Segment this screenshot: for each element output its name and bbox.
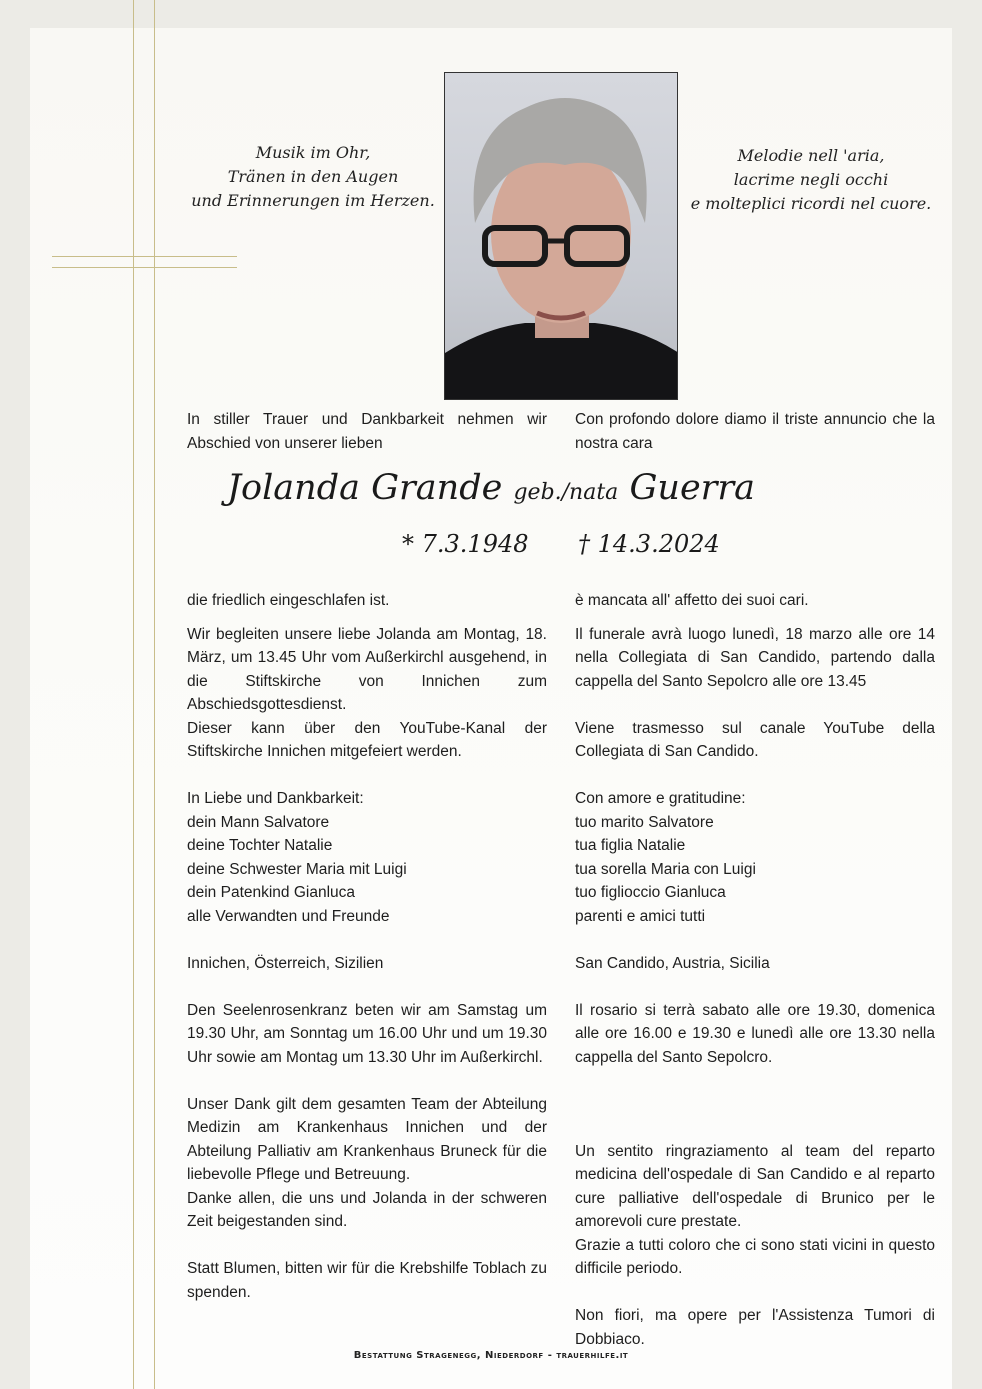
portrait-photo — [444, 72, 678, 400]
portrait-illustration — [445, 73, 678, 400]
death-date: † 14.3.2024 — [578, 530, 720, 558]
poem-it-line: Melodie nell 'aria, — [737, 146, 885, 165]
poem-it-line: e molteplici ricordi nel cuore. — [690, 194, 932, 213]
poem-de-line: Tränen in den Augen — [227, 167, 399, 186]
it-line: tua sorella Maria con Luigi — [575, 860, 756, 878]
de-line: dein Mann Salvatore — [187, 813, 330, 831]
footer-funeral-home: Bestattung Stragenegg, Niederdorf - trauerhilfe.it — [353, 1350, 629, 1361]
birth-date: * 7.3.1948 — [402, 530, 529, 558]
it-paragraph: Grazie a tutti coloro che ci sono stati vicini in questo difficile periodo. — [575, 1236, 935, 1277]
de-paragraph: Den Seelenrosenkranz beten wir am Samstag um 19.30 Uhr, am Sonntag um 16.00 Uhr und um 19.30 Uhr sowie am Montag um 13.30 Uhr im Außerkirchl. — [187, 1001, 547, 1066]
it-paragraph: Viene trasmesso sul canale YouTube della Collegiata di San Candido. — [575, 719, 935, 760]
name-first: Jolanda Grande — [227, 468, 503, 508]
intro-it-text: Con profondo dolore diamo il triste annuncio che la nostra cara — [575, 411, 935, 452]
poem-it-line: lacrime negli occhi — [733, 170, 889, 189]
de-line: In Liebe und Dankbarkeit: — [187, 790, 364, 807]
it-paragraph: Non fiori, ma opere per l'Assistenza Tumori di Dobbiaco. — [575, 1307, 935, 1348]
poem-de-line: und Erinnerungen im Herzen. — [191, 191, 435, 210]
intro-italian — [575, 408, 935, 455]
it-places: San Candido, Austria, Sicilia — [575, 954, 770, 972]
de-line: deine Tochter Natalie — [187, 837, 333, 854]
de-line: alle Verwandten und Freunde — [187, 907, 390, 925]
it-line: parenti e amici tutti — [575, 907, 706, 925]
column-italian — [575, 589, 935, 1351]
de-paragraph: Dieser kann über den YouTube-Kanal der Stiftskirche Innichen mitgefeiert werden. — [187, 719, 547, 760]
de-paragraph: Wir begleiten unsere liebe Jolanda am Montag, 18. März, um 13.45 Uhr vom Außerkirchl ausgehend, in die Stiftskirche von Innichen zum Abschiedsgottesdienst. — [187, 625, 547, 713]
de-paragraph: Statt Blumen, bitten wir für die Krebshilfe Toblach zu spenden. — [187, 1260, 547, 1301]
it-paragraph: Il rosario si terrà sabato alle ore 19.30, domenica alle ore 16.00 e 19.30 e lunedì alle ore 13.30 nella cappella del Santo Sepolcro. — [575, 1001, 935, 1066]
cross-bar-top — [52, 256, 237, 257]
it-line: tua figlia Natalie — [575, 837, 686, 854]
name-born-label: geb./nata — [513, 480, 619, 505]
it-paragraph: Un sentito ringraziamento al team del reparto medicina dell'ospedale di San Candido e al reparto cure palliative dell'ospedale di Brunico per le amorevoli cure prestate. — [575, 1142, 935, 1230]
cross-bar-bottom — [52, 267, 237, 268]
it-paragraph: è mancata all' affetto dei suoi cari. — [575, 592, 809, 609]
cross-line-left — [133, 0, 134, 1389]
it-line: tuo figlioccio Gianluca — [575, 884, 726, 901]
cross-line-right — [154, 0, 155, 1389]
it-line: tuo marito Salvatore — [575, 813, 714, 831]
de-paragraph: Unser Dank gilt dem gesamten Team der Abteilung Medizin am Krankenhaus Innichen und der Abteilung Palliativ am Krankenhaus Bruneck für die liebevolle Pflege und Betreuung. — [187, 1095, 547, 1183]
it-line: Con amore e gratitudine: — [575, 790, 746, 807]
de-paragraph: die friedlich eingeschlafen ist. — [187, 592, 390, 609]
de-paragraph: Danke allen, die uns und Jolanda in der schweren Zeit beigestanden sind. — [187, 1189, 547, 1230]
deceased-name — [0, 468, 982, 508]
poem-italian — [680, 144, 942, 216]
it-paragraph: Il funerale avrà luogo lunedì, 18 marzo alle ore 14 nella Collegiata di San Candido, partendo dalla cappella del Santo Sepolcro alle ore 13.45 — [575, 625, 935, 690]
de-line: deine Schwester Maria mit Luigi — [187, 860, 407, 878]
de-places: Innichen, Österreich, Sizilien — [187, 954, 384, 972]
name-maiden: Guerra — [629, 468, 755, 508]
poem-german — [180, 141, 446, 213]
intro-de-text: In stiller Trauer und Dankbarkeit nehmen wir Abschied von unserer lieben — [187, 411, 547, 452]
intro-german — [187, 408, 547, 455]
poem-de-line: Musik im Ohr, — [255, 143, 371, 162]
de-line: dein Patenkind Gianluca — [187, 884, 356, 901]
column-german — [187, 589, 547, 1304]
